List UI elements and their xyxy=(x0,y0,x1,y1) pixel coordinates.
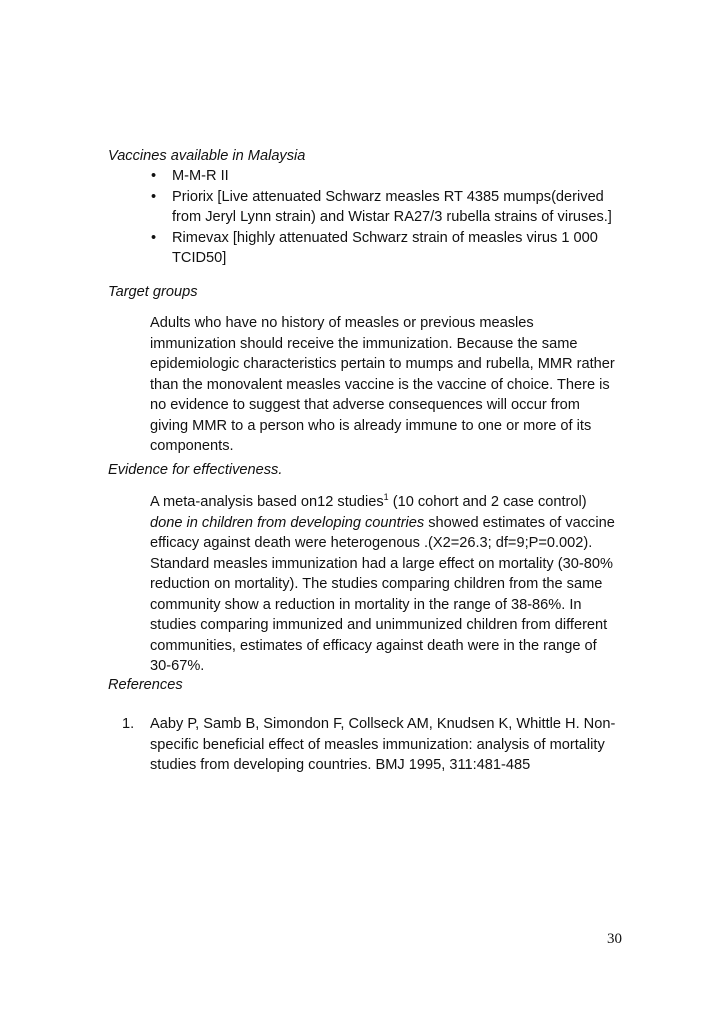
vaccine-item xyxy=(148,187,628,228)
vaccines-heading: Vaccines available in Malaysia xyxy=(108,148,306,164)
reference-number: 1. xyxy=(122,716,135,732)
reference-text: Aaby P, Samb B, Simondon F, Collseck AM, Knudsen K, Whittle H. Non-specific beneficial effect of measles immunization: analysis of mortality studies from developing countries. BMJ 1995, 311:481-485 xyxy=(150,716,616,773)
citation-mark: 1 xyxy=(383,492,389,502)
references-list xyxy=(122,714,622,776)
evidence-text-mid: (10 cohort and 2 case control) xyxy=(388,494,587,510)
bullet-icon: • xyxy=(151,229,157,246)
bullet-icon: • xyxy=(151,168,157,184)
target-groups-heading: Target groups xyxy=(108,284,198,300)
reference-item xyxy=(122,714,622,776)
vaccine-item-text: M-M-R II xyxy=(172,168,229,184)
vaccines-list xyxy=(148,166,628,269)
vaccine-item-text: Rimevax [highly attenuated Schwarz strain of measles virus 1 000 TCID50] xyxy=(172,229,598,266)
vaccine-item xyxy=(148,228,628,269)
bullet-icon: • xyxy=(151,188,157,205)
evidence-text-end: showed estimates of vaccine efficacy against death were heterogenous .(X2=26.3; df=9;P=0.002). Standard measles immunization had a large effect on mortality (30-80% reduction on mortality). The studies comparing children from the same community show a reduction in mortality in the range of 38-86%. In studies comparing immunized and unimmunized children from different communities, estimates of efficacy against death were in the range of 30-67%. xyxy=(150,514,615,674)
evidence-paragraph xyxy=(150,492,618,677)
vaccine-item xyxy=(148,166,628,187)
references-heading: References xyxy=(108,677,183,693)
page-number: 30 xyxy=(607,931,622,947)
evidence-heading: Evidence for effectiveness. xyxy=(108,462,283,478)
evidence-text-start: A meta-analysis based on12 studies xyxy=(150,494,384,510)
evidence-text-italic: done in children from developing countries xyxy=(150,514,425,531)
vaccine-item-text: Priorix [Live attenuated Schwarz measles RT 4385 mumps(derived from Jeryl Lynn strain) and Wistar RA27/3 rubella strains of viruses.] xyxy=(172,188,612,225)
target-groups-paragraph: Adults who have no history of measles or previous measles immunization should receive the immunization. Because the same epidemiologic characteristics pertain to mumps and rubella, MMR rather than the monovalent measles vaccine is the vaccine of choice. There is no evidence to suggest that adverse consequences will occur from giving MMR to a person who is already immune to one or more of its components. xyxy=(150,315,615,454)
